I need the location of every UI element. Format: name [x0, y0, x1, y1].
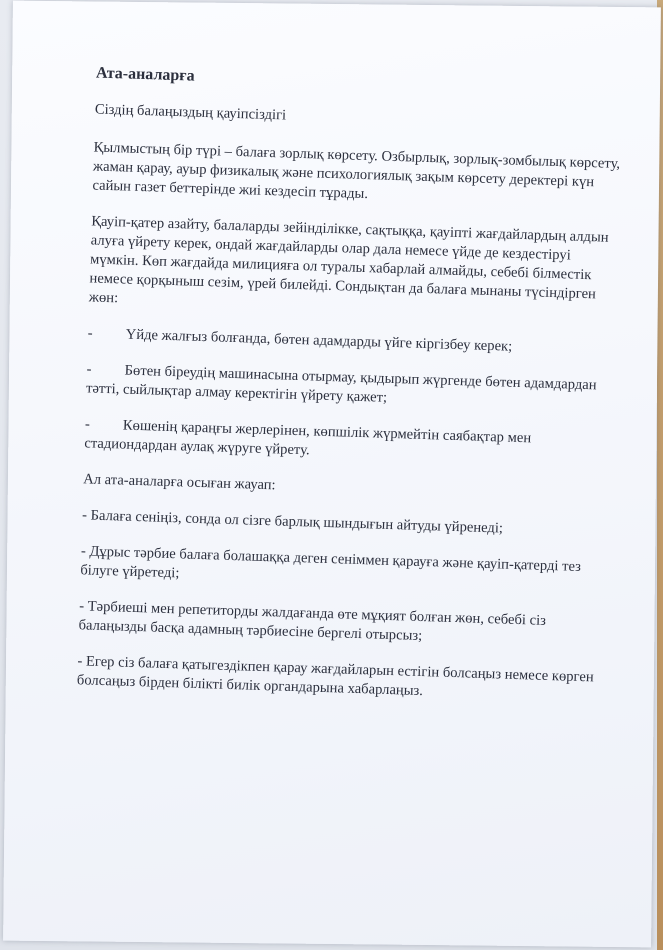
advice-item: - Дұрыс тәрбие балаға болашаққа деген сеніммен қарауға және қауіп-қатерді тез білуге үйретеді;	[80, 543, 582, 582]
document-body	[76, 64, 626, 724]
bullet-item	[84, 415, 615, 470]
advice-item: - Тәрбиеші мен репетиторды жалдағанда өте мұқият болған жөн, себебі сіз балаңызды басқа адамның тәрбиесіне бергелі отырсыз;	[78, 598, 547, 645]
bullet-dash: -	[84, 416, 91, 433]
bullet-dash: -	[86, 361, 92, 378]
advice-intro: Ал ата-аналарға осыған жауап:	[82, 471, 276, 494]
paper-sheet	[3, 1, 661, 948]
bullet-text: Көшенің қараңғы жерлерінен, көпшілік жүрмейтін саябақтар мен стадиондардан аулақ жүруге үйрету.	[84, 417, 532, 459]
document-subtitle: Сіздің балаңыздың қауіпсіздігі	[94, 101, 287, 124]
bullet-item	[87, 324, 617, 360]
paragraph-safety: Қауіп-қатер азайту, балаларды зейінділікке, сақтыққа, қауіпті жағдайлардың алдын алуға үйрету керек, ондай жағдайларды олар дала немесе үйде де кездестіруі мүмкін. Көп жағдайда милицияға ол туралы хабарлай алмайды, себебі білместік немесе қорқыныш сезім, үрей билейді. Сондықтан да балаға мынаны түсіндірген жөн:	[88, 213, 609, 307]
document-title: Ата-аналарға	[95, 64, 195, 85]
bullet-text: Үйде жалғыз болғанда, бөтен адамдарды үйге кіргізбеу керек;	[125, 326, 513, 355]
bullet-text: Бөтен біреудің машинасына отырмау, қыдырып жүргенде бөтен адамдардан тәтті, сыйлықтар алмау керектігін үйрету қажет;	[85, 362, 597, 406]
paragraph-intro: Қылмыстың бір түрі – балаға зорлық көрсету. Озбырлық, зорлық-зомбылық көрсету, жаман қарау, ауыр физикалық және психологиялық зақым көрсету деректері күн сайын газет беттерінде жиі кездесіп тұрады.	[92, 139, 621, 203]
advice-item: - Балаға сеніңіз, сонда ол сізге барлық шындығын айтуды үйренеді;	[81, 507, 504, 537]
bullet-item	[86, 360, 617, 415]
bullet-dash: -	[87, 325, 93, 342]
advice-item: - Егер сіз балаға қатыгездікпен қарау жағдайларын естігін болсаңыз немесе көрген болсаңыз бірден білікті билік органдарына хабарлаңыз.	[76, 653, 594, 700]
